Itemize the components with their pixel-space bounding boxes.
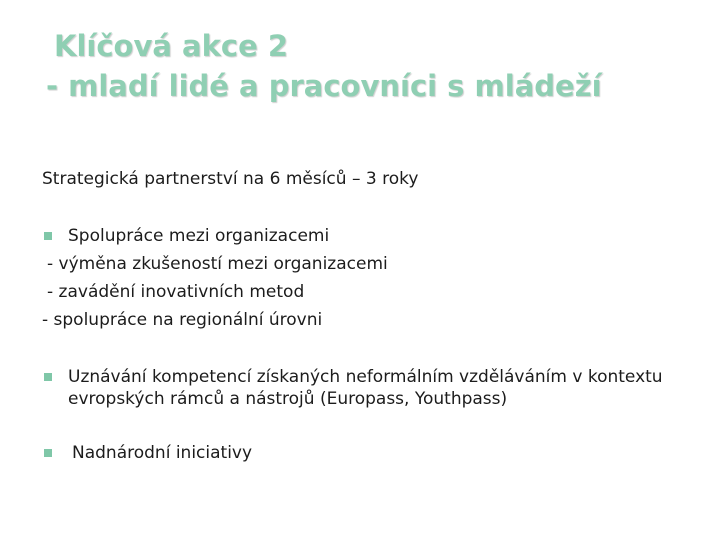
slide-subtitle: Strategická partnerství na 6 měsíců – 3 roky — [42, 169, 419, 189]
bullet-item-cooperation — [42, 222, 682, 250]
square-bullet-icon — [44, 222, 58, 250]
title-line-2: - mladí lidé a pracovníci s mládeží — [46, 69, 602, 103]
bullet-text: Uznávání kompetencí získaných neformálním vzděláváním v kontextu evropských rámců a nástrojů (Europass, Youthpass) — [68, 367, 663, 409]
slide-title — [46, 26, 686, 106]
sub-item-list — [42, 250, 682, 334]
square-bullet-icon — [44, 363, 58, 391]
bullet-text: Nadnárodní iniciativy — [72, 443, 253, 463]
bullet-item-transnational — [42, 439, 682, 467]
bullet-text: Spolupráce mezi organizacemi — [68, 226, 330, 246]
sub-item: - výměna zkušeností mezi organizacemi — [47, 254, 388, 274]
bullet-item-recognition — [42, 363, 682, 410]
slide-body — [42, 165, 682, 467]
sub-item: - zavádění inovativních metod — [47, 282, 305, 302]
title-line-1: Klíčová akce 2 — [54, 29, 289, 63]
sub-item: - spolupráce na regionální úrovni — [42, 310, 323, 330]
square-bullet-icon — [44, 439, 58, 467]
